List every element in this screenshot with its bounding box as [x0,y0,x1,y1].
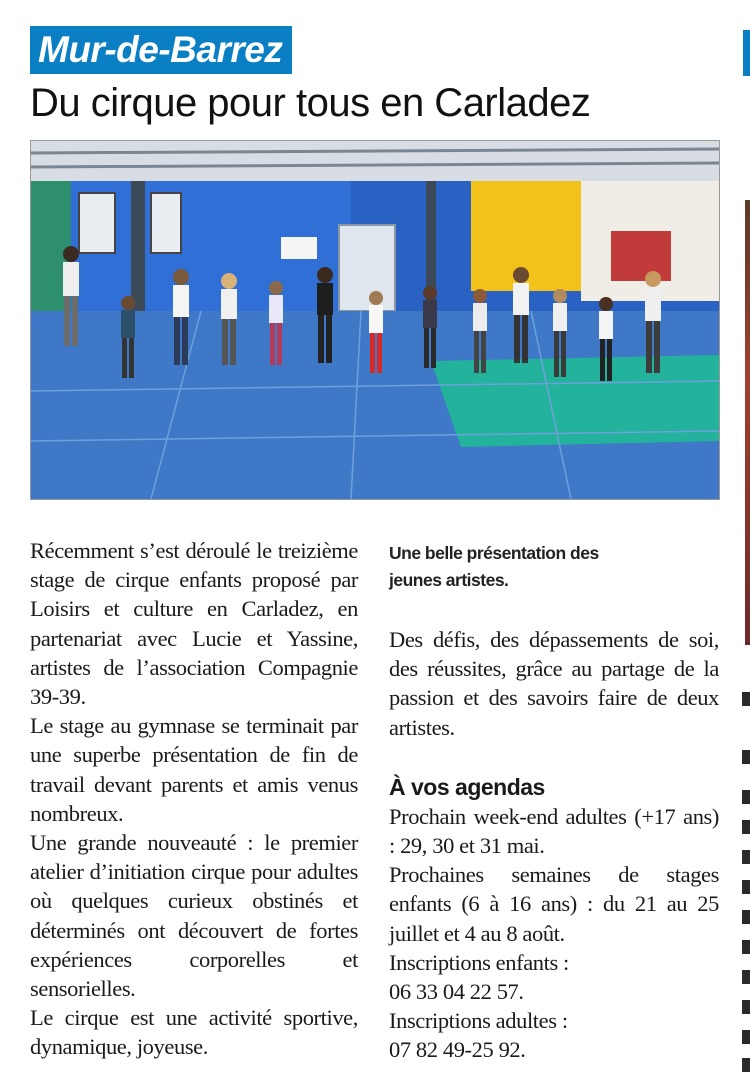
adjacent-article-text-edge [742,880,750,894]
adjacent-article-text-edge [742,692,750,706]
gymnasium-photo-illustration [31,141,719,499]
adjacent-article-text-edge [742,820,750,834]
body-paragraph: Le stage au gymnase se terminait par une superbe présentation de fin de travail devant parents et amis venus nombreux. [30,713,358,826]
body-paragraph: Une grande nouveauté : le premier atelier d’initiation cirque pour adultes où quelques curieux obstinés et déterminés ont découvert de fortes expériences corporelles et sensorielles. [30,830,358,1002]
article-body-column-2 [389,625,719,1065]
adjacent-article-text-edge [742,750,750,764]
agenda-line: Inscriptions adultes : [389,1008,568,1034]
photo-caption: Une belle présentation des jeunes artistes. [389,543,599,590]
article-body-column-1 [30,536,358,1062]
adjacent-article-text-edge [742,1000,750,1014]
body-paragraph: Le cirque est une activité sportive, dynamique, joyeuse. [30,1005,358,1060]
article-photo [30,140,720,500]
adjacent-article-text-edge [742,790,750,804]
article-headline: Du cirque pour tous en Carladez [30,81,591,125]
adjacent-article-text-edge [742,940,750,954]
body-paragraph: Des défis, des dépassements de soi, des réussites, grâce au partage de la passion et des savoirs faire de deux artistes. [389,627,719,740]
adjacent-article-photo-edge [745,200,750,645]
adjacent-article-text-edge [742,970,750,984]
agenda-heading: À vos agendas [389,773,545,800]
adjacent-article-text-edge [742,910,750,924]
agenda-line: Prochaines semaines de stages enfants (6 à 16 ans) : du 21 au 25 juillet et 4 au 8 août. [389,862,719,946]
adjacent-article-text-edge [742,1058,750,1072]
adjacent-article-text-edge [742,850,750,864]
adjacent-article-text-edge [742,1030,750,1044]
agenda-line: 07 82 49-25 92. [389,1037,526,1063]
section-kicker: Mur-de-Barrez [30,26,292,74]
agenda-line: Prochain week-end adultes (+17 ans) : 29, 30 et 31 mai. [389,803,719,859]
adjacent-article-kicker-edge [743,30,750,76]
agenda-line: Inscriptions enfants : [389,949,569,975]
agenda-line: 06 33 04 22 57. [389,979,524,1005]
body-paragraph: Récemment s’est déroulé le treizième stage de cirque enfants proposé par Loisirs et culture en Carladez, en partenariat avec Lucie et Yassine, artistes de l’association Compagnie 39-39. [30,538,358,710]
